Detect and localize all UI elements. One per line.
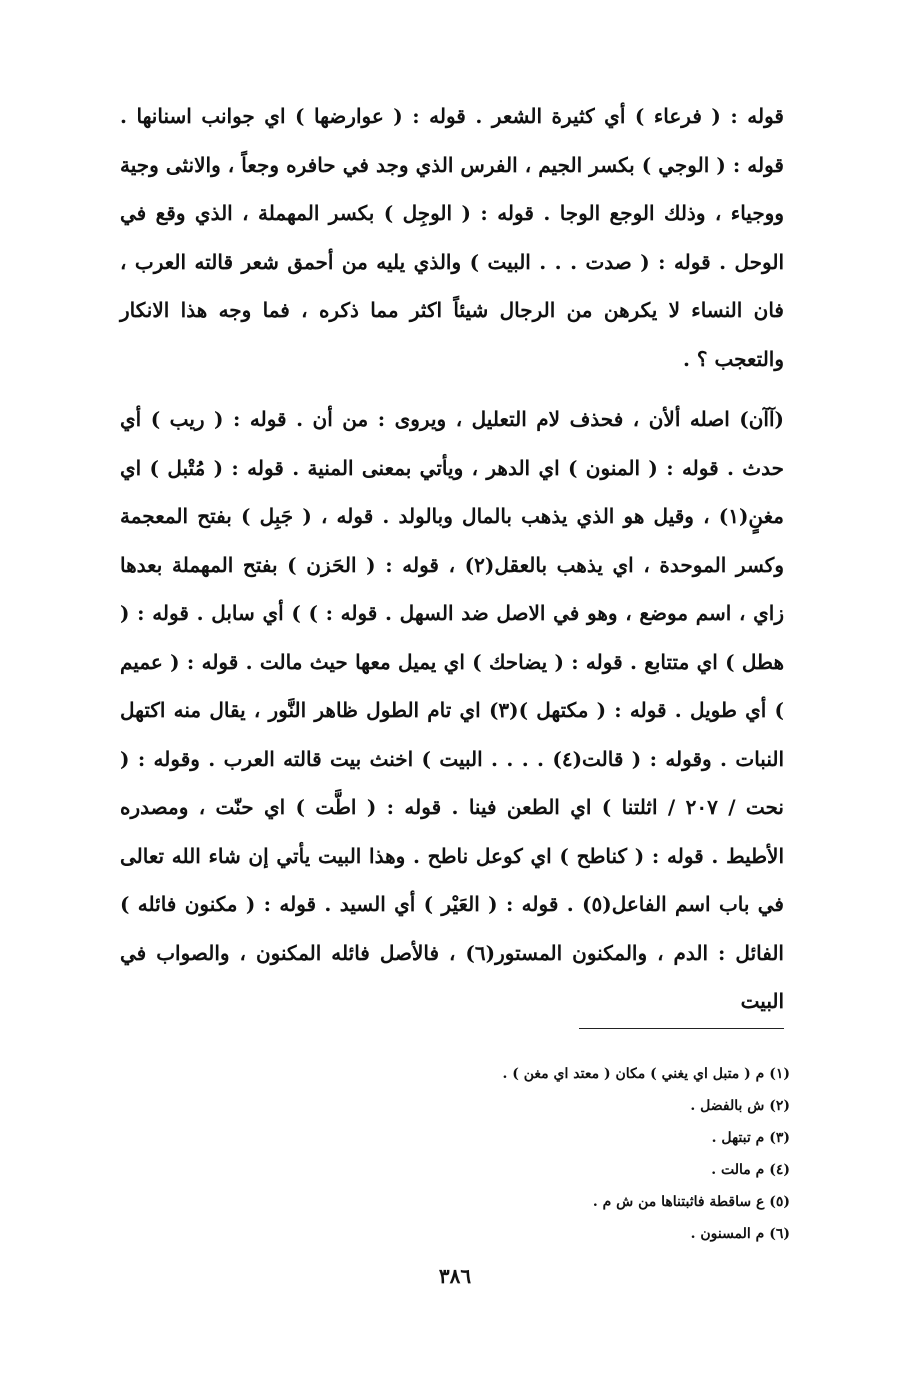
footnote-separator xyxy=(579,1028,784,1029)
paragraph-1: قوله : ( فرعاء ) أي كثيرة الشعر . قوله : ( عوارضها ) اي جوانب اسنانها . قوله : ( الوجي ) بكسر الجيم ، الفرس الذي وجد في حافره وجعاً ، والانثى وجية ووجياء ، وذلك الوجع الوجا . قوله : ( الوجِل ) بكسر المهملة ، الذي وقع في الوحل . قوله : ( صدت . . . البيت ) والذي يليه من أحمق شعر قالته العرب ، فان النساء لا يكرهن من الرجال شيئاً اكثر مما ذكره ، فما وجه هذا الانكار والتعجب ؟ . xyxy=(120,104,784,371)
footnotes-list xyxy=(126,1058,790,1250)
footnote-1: (١) م ( متبل اي يغني ) مكان ( معتد اي مغن ) . xyxy=(502,1066,790,1082)
footnote-3: (٣) م تبتهل . xyxy=(711,1130,790,1146)
footnote-2: (٢) ش بالفضل . xyxy=(690,1098,790,1114)
page-number: ٣٨٦ xyxy=(438,1264,472,1288)
footnote-4: (٤) م مالت . xyxy=(711,1162,790,1178)
main-text xyxy=(120,92,784,1026)
paragraph-2: (آآن) اصله ألأن ، فحذف لام التعليل ، ويروى : من أن . قوله : ( ريب ) أي حدث . قوله : ( المنون ) اي الدهر ، ويأتي بمعنى المنية . قوله : ( مُتْبل ) اي مغنٍ(١) ، وقيل هو الذي يذهب بالمال وبالولد . قوله ، ( جَبِل ) بفتح المعجمة وكسر الموحدة ، اي يذهب بالعقل(٢) ، قوله : ( الحَزن ) بفتح المهملة بعدها زاي ، اسم موضع ، وهو في الاصل ضد السهل . قوله : ) ) أي سابل . قوله : ( هطل ) اي متتابع . قوله : ( يضاحك ) اي يميل معها حيث مالت . قوله : ( عميم ) أي طويل . قوله : ( مكتهل )(٣) اي تام الطول ظاهر النَّور ، يقال منه اكتهل النبات . وقوله : ( قالت(٤) . . . . البيت ) اخنث بيت قالته العرب . وقوله : ( نحت / ٢٠٧ / اثلتنا ) اي الطعن فينا . قوله : ( اطَّت ) اي حنّت ، ومصدره الأطيط . قوله : ( كناطح ) اي كوعل ناطح . وهذا البيت يأتي إن شاء الله تعالى في باب اسم الفاعل(٥) . قوله : ( العَيْر ) أي السيد . قوله : ( مكنون فائله ) الفائل : الدم ، والمكنون المستور(٦) ، فالأصل فائله المكنون ، والصواب في البيت xyxy=(120,407,785,1013)
footnote-5: (٥) ع ساقطة فاثبتناها من ش م . xyxy=(592,1194,790,1210)
footnote-6: (٦) م المسنون . xyxy=(690,1226,790,1242)
